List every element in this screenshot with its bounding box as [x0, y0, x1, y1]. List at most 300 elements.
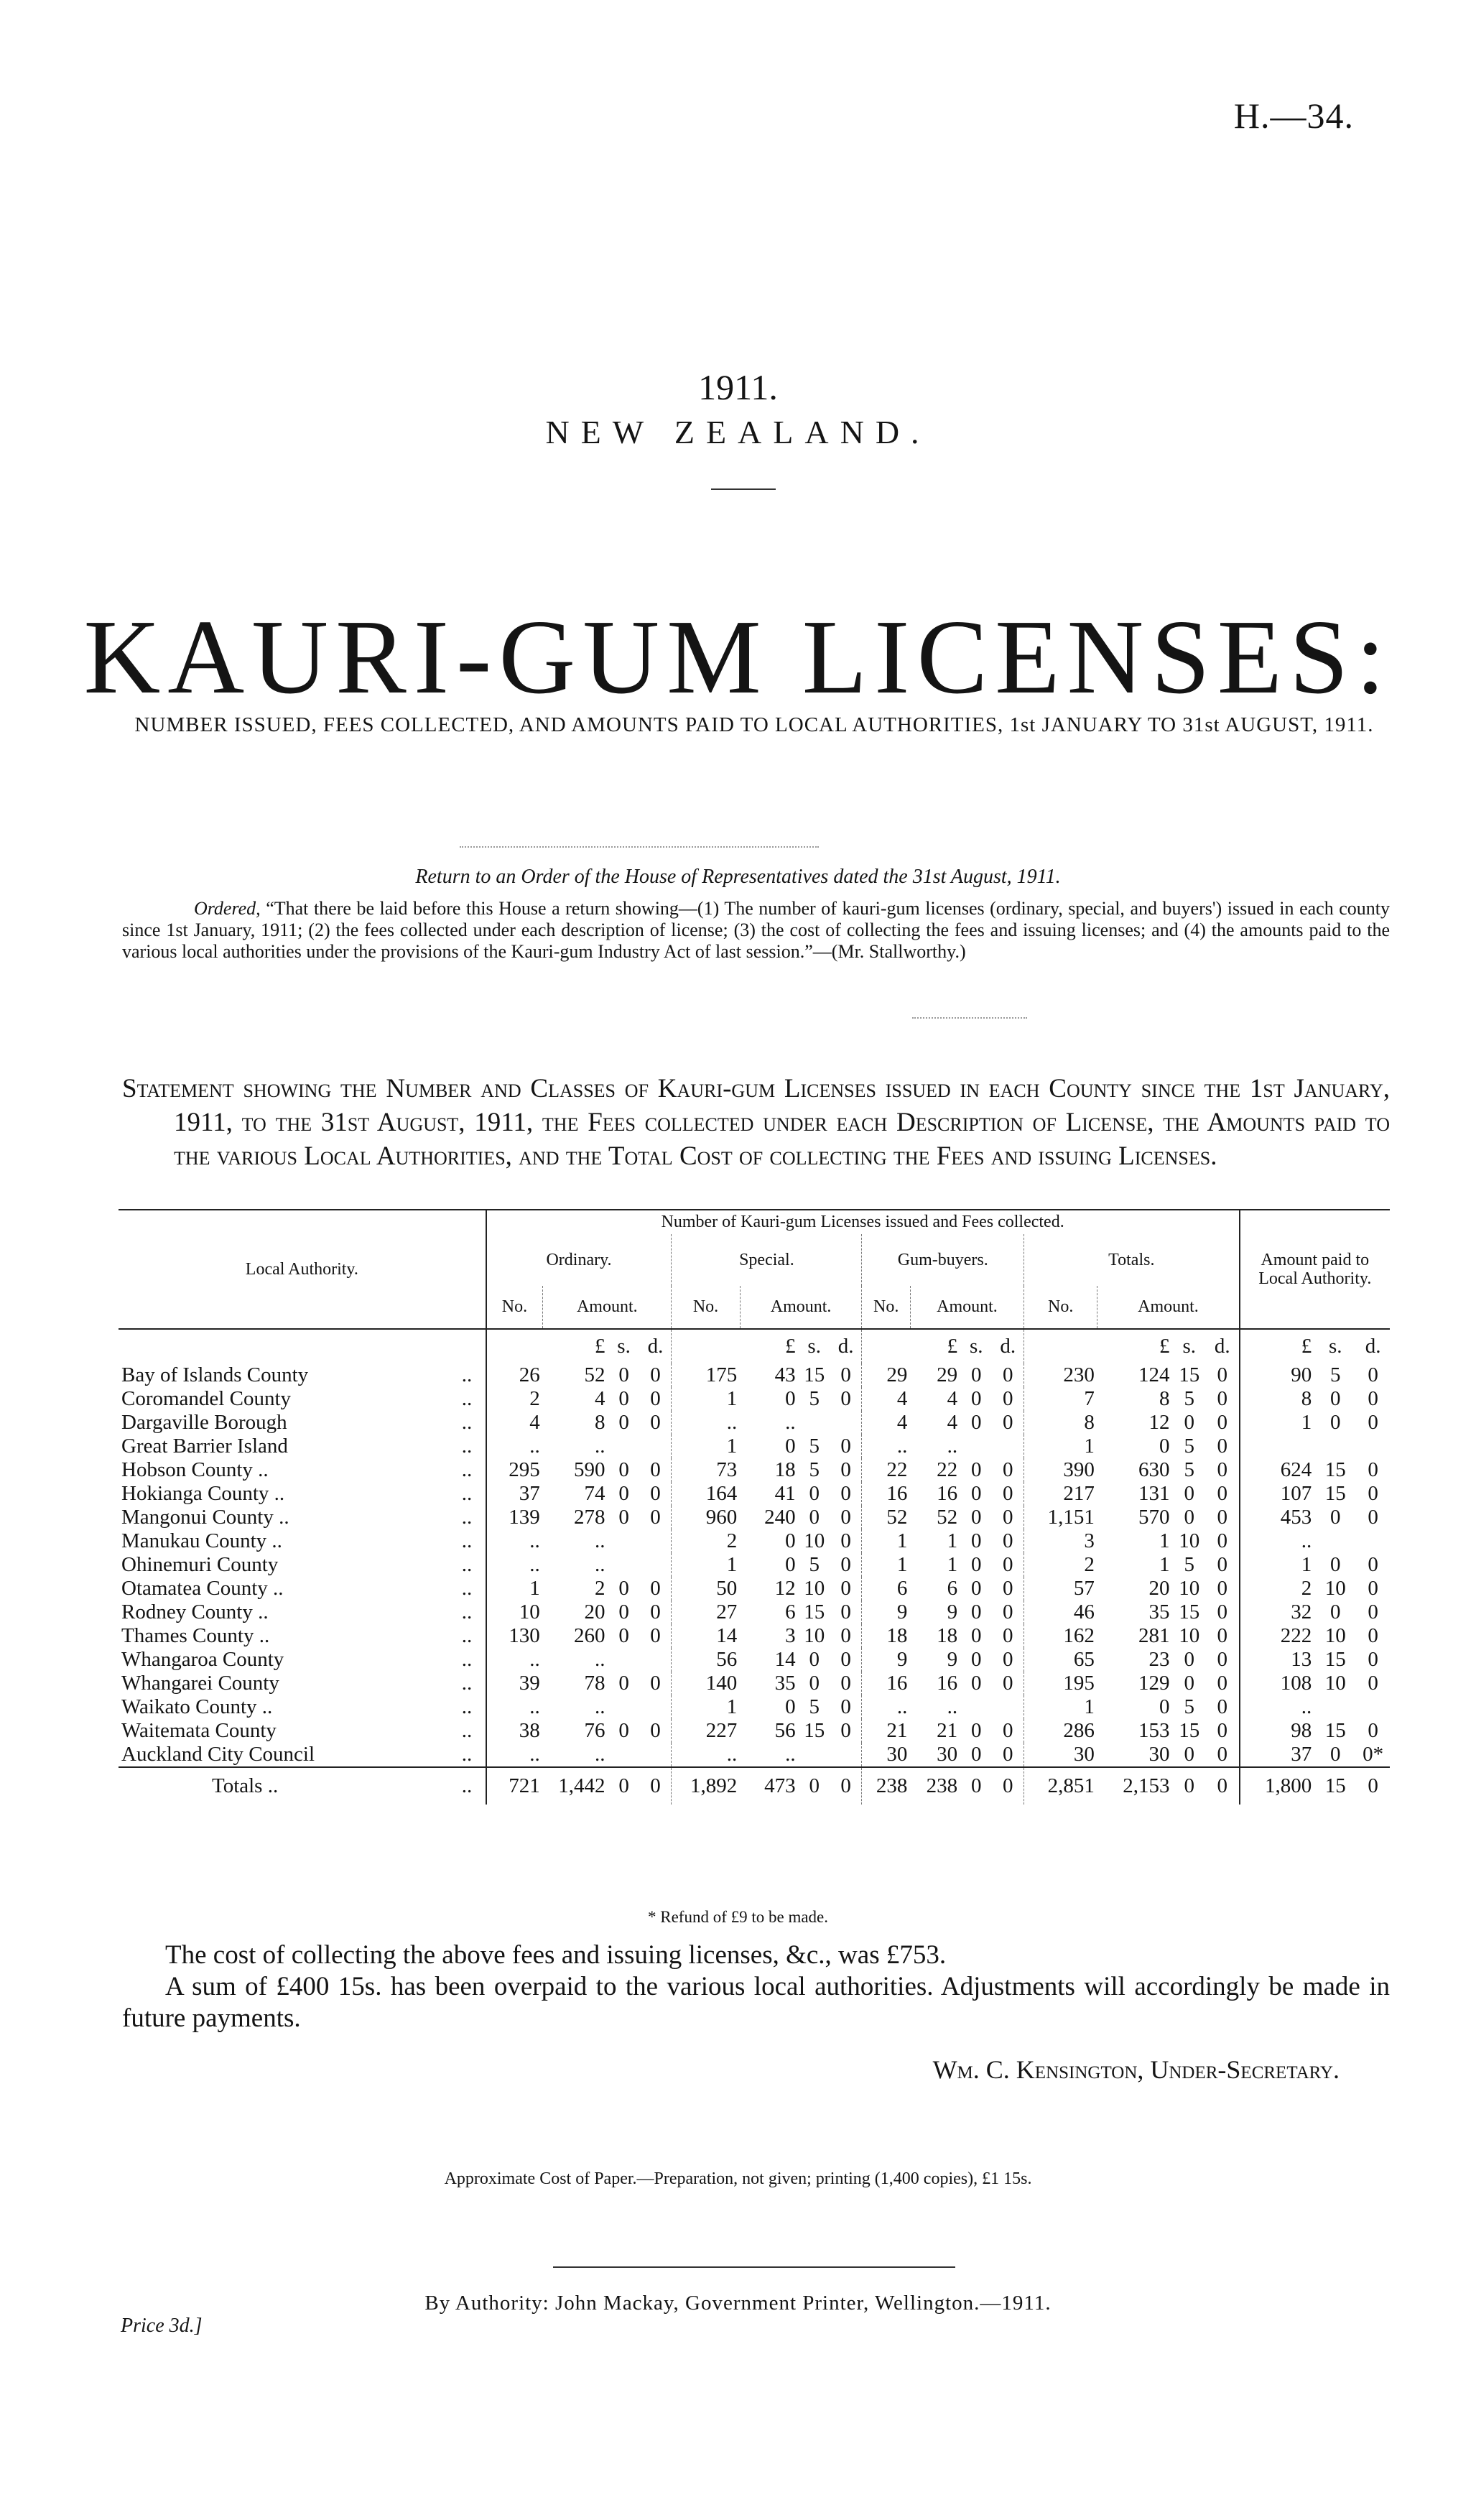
cell-ord-l: 20: [584, 1601, 605, 1623]
cell-spe-s: 5: [809, 1695, 820, 1718]
cell-gum-s: 0: [971, 1719, 982, 1742]
cell-tot-l: 12: [1148, 1411, 1170, 1434]
cell-tot-no: 2,851: [1024, 1767, 1097, 1805]
currency-pounds: £: [594, 1335, 605, 1358]
cell-tot-no: 195: [1024, 1672, 1097, 1695]
cell-paid-l: 2: [1240, 1577, 1315, 1601]
cell-spe-s: 5: [809, 1387, 820, 1410]
cell-ord-s: [608, 1553, 639, 1577]
currency-shillings: s.: [807, 1335, 821, 1358]
cell-ord-s: 0: [618, 1363, 629, 1386]
cell-ord-no: 37: [486, 1482, 543, 1506]
table-row: [119, 1529, 1390, 1553]
cell-spe-d: 0: [840, 1577, 851, 1600]
cell-name: Rodney County ..: [121, 1601, 269, 1623]
cell-spe-no: 50: [672, 1577, 740, 1601]
cell-name: Mangonui County ..: [121, 1506, 289, 1529]
currency-pounds: £: [1159, 1335, 1170, 1358]
cell-paid-l: 37: [1240, 1743, 1315, 1767]
cell-ord-l: 78: [584, 1672, 605, 1695]
ordered-text: “That there be laid before this House a return showing—(1) The number of kauri-gum licenses (ordinary, special, and buyers') issued in each county since 1st January, 1911; (2) the fees collected under each description of license; (3) the cost of collecting the fees and issuing licenses; and (4) the amounts paid to the various local authorities under the provisions of the Kauri-gum Industry Act of last session.”—(Mr. Stallworthy.): [122, 898, 1390, 962]
cell-ord-d: 0: [650, 1624, 661, 1647]
cell-spe-l: 41: [774, 1482, 796, 1505]
cell-ord-l: 1,442: [558, 1774, 605, 1797]
cell-ord-s: 0: [618, 1719, 629, 1742]
cell-spe-l: 18: [774, 1458, 796, 1481]
cell-ord-no: ..: [486, 1435, 543, 1458]
cell-tot-s: 10: [1179, 1624, 1200, 1647]
cell-ord-s: 0: [618, 1774, 629, 1797]
cell-tot-no: 1: [1024, 1695, 1097, 1719]
cell-dots: ..: [461, 1743, 473, 1766]
closing-paragraphs: [122, 1940, 1390, 2034]
cell-name: Hobson County ..: [121, 1458, 269, 1481]
cell-tot-no: 286: [1024, 1719, 1097, 1743]
cell-spe-d: 0: [840, 1363, 851, 1386]
cell-gum-d: 0: [1002, 1529, 1013, 1552]
cell-spe-no: 164: [672, 1482, 740, 1506]
paper-cost: Approximate Cost of Paper.—Preparation, not given; printing (1,400 copies), £1 15s.: [444, 2169, 1032, 2188]
cell-dots: ..: [461, 1672, 473, 1695]
cell-gum-no: 6: [862, 1577, 910, 1601]
totals-row: [119, 1767, 1390, 1805]
cell-gum-s: 0: [971, 1529, 982, 1552]
cell-spe-l: 56: [774, 1719, 796, 1742]
cell-ord-no: 1: [486, 1577, 543, 1601]
sub-no: No.: [672, 1286, 740, 1329]
cell-tot-s: 15: [1179, 1363, 1200, 1386]
cell-tot-l: 8: [1159, 1387, 1170, 1410]
cell-ord-l: ..: [594, 1435, 605, 1458]
table-row: [119, 1506, 1390, 1529]
sub-amount: Amount.: [740, 1286, 862, 1329]
cell-gum-s: 0: [971, 1774, 982, 1797]
cell-tot-d: 0: [1217, 1529, 1228, 1552]
cell-paid-s: 5: [1330, 1363, 1341, 1386]
col-amount-paid: Amount paid to Local Authority.: [1240, 1210, 1390, 1329]
cell-dots: ..: [461, 1601, 473, 1623]
cell-dots: ..: [461, 1774, 473, 1797]
table-row: [119, 1648, 1390, 1672]
cell-tot-l: 129: [1138, 1672, 1170, 1695]
cell-ord-no: 139: [486, 1506, 543, 1529]
cell-gum-s: 0: [971, 1672, 982, 1695]
cell-tot-d: 0: [1217, 1506, 1228, 1529]
cell-ord-no: 26: [486, 1363, 543, 1387]
cell-paid-l: 32: [1240, 1601, 1315, 1624]
cell-ord-d: [640, 1435, 672, 1458]
table-row: [119, 1387, 1390, 1411]
cell-ord-l: 4: [594, 1387, 605, 1410]
cell-tot-s: 15: [1179, 1719, 1200, 1742]
cell-ord-d: 0: [650, 1482, 661, 1505]
cell-gum-l: 1: [947, 1553, 958, 1576]
cell-dots: ..: [461, 1648, 473, 1671]
table-row: [119, 1482, 1390, 1506]
cell-gum-s: 0: [971, 1553, 982, 1576]
cell-ord-s: [608, 1743, 639, 1767]
cell-gum-s: 0: [971, 1601, 982, 1623]
sub-amount: Amount.: [910, 1286, 1024, 1329]
cell-tot-d: 0: [1217, 1387, 1228, 1410]
table-row: [119, 1601, 1390, 1624]
cell-tot-l: 2,153: [1123, 1774, 1170, 1797]
cell-spe-no: 227: [672, 1719, 740, 1743]
cell-ord-s: [608, 1529, 639, 1553]
signature: Wm. C. Kensington, Under-Secretary.: [932, 2055, 1340, 2084]
cell-ord-s: [608, 1435, 639, 1458]
cell-dots: ..: [461, 1411, 473, 1434]
group-gum-buyers: Gum-buyers.: [862, 1234, 1024, 1286]
cell-spe-d: 0: [840, 1648, 851, 1671]
cell-ord-l: 8: [594, 1411, 605, 1434]
cell-gum-s: 0: [971, 1743, 982, 1766]
cell-tot-no: 1: [1024, 1435, 1097, 1458]
cell-spe-s: 15: [804, 1363, 825, 1386]
table-row: [119, 1553, 1390, 1577]
cell-spe-no: 960: [672, 1506, 740, 1529]
cell-gum-s: 0: [971, 1506, 982, 1529]
cell-paid-d: 0: [1368, 1672, 1378, 1695]
cell-gum-no: 9: [862, 1601, 910, 1624]
cell-tot-d: 0: [1217, 1695, 1228, 1718]
cell-gum-no: 9: [862, 1648, 910, 1672]
statement-text: Statement showing the Number and Classes of Kauri-gum Licenses issued in each County since the 1st January, 1911, to the 31st August, 1911, the Fees collected under each Description of License, the Amounts paid to the various Local Authorities, and the Total Cost of collecting the Fees and issuing Licenses.: [122, 1074, 1390, 1171]
cell-ord-l: ..: [594, 1743, 605, 1766]
cell-paid-s: 10: [1324, 1624, 1346, 1647]
cell-dots: ..: [461, 1458, 473, 1481]
currency-pence: d.: [1214, 1335, 1230, 1358]
cell-gum-l: 30: [937, 1743, 958, 1766]
cell-ord-s: 0: [618, 1458, 629, 1481]
cell-paid-l: ..: [1240, 1695, 1315, 1719]
cell-name: Whangaroa County: [121, 1648, 284, 1671]
cell-spe-no: 1: [672, 1387, 740, 1411]
cell-spe-no: 27: [672, 1601, 740, 1624]
cell-tot-d: 0: [1217, 1458, 1228, 1481]
cell-paid-s: 15: [1324, 1648, 1346, 1671]
cell-ord-s: 0: [618, 1577, 629, 1600]
cell-ord-d: [640, 1695, 672, 1719]
cell-paid-s: [1314, 1695, 1356, 1719]
cell-spe-s: 15: [804, 1719, 825, 1742]
page-subtitle: NUMBER ISSUED, FEES COLLECTED, AND AMOUNTS PAID TO LOCAL AUTHORITIES, 1st JANUARY TO 31st AUGUST, 1911.: [134, 713, 1374, 736]
cell-paid-l: 222: [1240, 1624, 1315, 1648]
cell-gum-d: [992, 1695, 1024, 1719]
cell-tot-d: 0: [1217, 1363, 1228, 1386]
cell-gum-l: ..: [947, 1435, 958, 1458]
table-body: [119, 1363, 1390, 1767]
cell-tot-d: 0: [1217, 1672, 1228, 1695]
cell-ord-s: [608, 1695, 639, 1719]
cell-spe-d: 0: [840, 1624, 851, 1647]
cell-spe-s: 10: [804, 1529, 825, 1552]
cell-ord-no: ..: [486, 1695, 543, 1719]
cell-tot-s: 0: [1184, 1672, 1195, 1695]
cell-ord-d: 0: [650, 1601, 661, 1623]
cell-tot-no: 217: [1024, 1482, 1097, 1506]
table-row: [119, 1743, 1390, 1767]
cell-spe-no: 1,892: [672, 1767, 740, 1805]
cell-spe-d: 0: [840, 1387, 851, 1410]
cell-ord-l: 52: [584, 1363, 605, 1386]
cell-gum-l: 16: [937, 1482, 958, 1505]
cell-paid-l: 624: [1240, 1458, 1315, 1482]
cell-paid-l: 13: [1240, 1648, 1315, 1672]
cell-paid-s: 0: [1330, 1601, 1341, 1623]
cell-ord-s: 0: [618, 1482, 629, 1505]
cell-gum-no: 22: [862, 1458, 910, 1482]
cell-gum-no: 16: [862, 1482, 910, 1506]
table-row: [119, 1719, 1390, 1743]
cell-gum-no: 30: [862, 1743, 910, 1767]
licenses-table: [119, 1209, 1390, 1805]
cell-name: Waitemata County: [121, 1719, 277, 1742]
cell-tot-d: 0: [1217, 1577, 1228, 1600]
cell-spe-s: [799, 1411, 830, 1435]
cell-spe-l: 3: [785, 1624, 796, 1647]
licenses-table-wrapper: [119, 1209, 1390, 1805]
cell-name: Hokianga County ..: [121, 1482, 285, 1505]
cell-paid-d: 0: [1368, 1719, 1378, 1742]
group-totals: Totals.: [1024, 1234, 1240, 1286]
cell-ord-l: ..: [594, 1529, 605, 1552]
cell-spe-l: 0: [785, 1529, 796, 1552]
cell-tot-l: 20: [1148, 1577, 1170, 1600]
cell-tot-s: 0: [1184, 1774, 1195, 1797]
cell-tot-no: 2: [1024, 1553, 1097, 1577]
cell-paid-s: 0: [1330, 1411, 1341, 1434]
cell-spe-no: 2: [672, 1529, 740, 1553]
cell-spe-no: 1: [672, 1553, 740, 1577]
cell-dots: ..: [461, 1363, 473, 1386]
currency-pounds: £: [947, 1335, 958, 1358]
cell-gum-l: 18: [937, 1624, 958, 1647]
cell-name: Great Barrier Island: [121, 1435, 288, 1458]
cell-tot-d: 0: [1217, 1743, 1228, 1766]
cell-tot-d: 0: [1217, 1553, 1228, 1576]
cell-gum-l: 6: [947, 1577, 958, 1600]
cell-ord-s: 0: [618, 1601, 629, 1623]
cell-gum-d: 0: [1002, 1458, 1013, 1481]
cell-dots: ..: [461, 1506, 473, 1529]
cell-gum-no: 4: [862, 1411, 910, 1435]
cell-spe-no: 1: [672, 1435, 740, 1458]
cell-ord-d: 0: [650, 1387, 661, 1410]
cell-gum-s: 0: [971, 1624, 982, 1647]
country-heading: NEW ZEALAND.: [545, 414, 931, 450]
cell-ord-l: 590: [573, 1458, 605, 1481]
cell-tot-s: 0: [1184, 1411, 1195, 1434]
cell-gum-l: 29: [937, 1363, 958, 1386]
group-ordinary: Ordinary.: [486, 1234, 672, 1286]
cell-gum-s: 0: [971, 1363, 982, 1386]
cell-paid-d: [1356, 1695, 1390, 1719]
cell-paid-d: 0: [1368, 1387, 1378, 1410]
table-footnote: * Refund of £9 to be made.: [647, 1908, 829, 1926]
currency-shillings: s.: [617, 1335, 631, 1358]
cell-paid-s: 0: [1330, 1743, 1341, 1766]
cell-tot-d: 0: [1217, 1482, 1228, 1505]
cell-gum-d: 0: [1002, 1648, 1013, 1671]
currency-pence: d.: [1365, 1335, 1381, 1358]
cell-paid-d: 0: [1368, 1553, 1378, 1576]
cell-tot-d: 0: [1217, 1774, 1228, 1797]
cell-gum-d: 0: [1002, 1624, 1013, 1647]
cell-tot-s: 5: [1184, 1553, 1195, 1576]
cell-tot-l: 131: [1138, 1482, 1170, 1505]
cell-tot-d: 0: [1217, 1624, 1228, 1647]
cell-dots: ..: [461, 1529, 473, 1552]
cell-spe-l: 6: [785, 1601, 796, 1623]
cell-spe-s: 0: [809, 1648, 820, 1671]
cell-ord-no: ..: [486, 1743, 543, 1767]
table-row: [119, 1411, 1390, 1435]
sub-no: No.: [1024, 1286, 1097, 1329]
cell-ord-d: 0: [650, 1774, 661, 1797]
cell-gum-l: ..: [947, 1695, 958, 1718]
year-heading: 1911.: [698, 367, 778, 407]
cell-paid-s: 15: [1324, 1458, 1346, 1481]
cell-gum-no: ..: [862, 1695, 910, 1719]
cell-spe-l: 473: [764, 1774, 796, 1797]
cell-paid-s: 15: [1324, 1774, 1346, 1797]
cell-tot-no: 8: [1024, 1411, 1097, 1435]
cell-ord-l: ..: [594, 1553, 605, 1576]
cell-ord-l: ..: [594, 1648, 605, 1671]
table-row: [119, 1695, 1390, 1719]
cell-name: Waikato County ..: [121, 1695, 273, 1718]
cell-paid-l: 1: [1240, 1553, 1315, 1577]
cell-tot-l: 153: [1138, 1719, 1170, 1742]
cell-name: Manukau County ..: [121, 1529, 282, 1552]
cell-gum-no: ..: [862, 1435, 910, 1458]
cell-spe-no: 56: [672, 1648, 740, 1672]
table-header-row: [119, 1210, 1390, 1234]
cell-tot-s: 10: [1179, 1577, 1200, 1600]
cell-spe-d: 0: [840, 1435, 851, 1458]
cell-spe-l: ..: [785, 1743, 796, 1766]
cell-tot-no: 3: [1024, 1529, 1097, 1553]
cell-tot-no: 230: [1024, 1363, 1097, 1387]
cell-gum-d: 0: [1002, 1506, 1013, 1529]
cell-paid-d: 0: [1368, 1648, 1378, 1671]
cell-paid-d: 0: [1368, 1458, 1378, 1481]
document-reference: H.—34.: [1233, 96, 1354, 136]
cell-paid-l: 98: [1240, 1719, 1315, 1743]
currency-shillings: s.: [1182, 1335, 1197, 1358]
cell-paid-s: 10: [1324, 1577, 1346, 1600]
cell-spe-d: 0: [840, 1529, 851, 1552]
page-title: KAURI-GUM LICENSES:: [83, 598, 1393, 716]
cell-name: Ohinemuri County: [121, 1553, 279, 1576]
cell-gum-d: 0: [1002, 1719, 1013, 1742]
cell-spe-no: 175: [672, 1363, 740, 1387]
cell-paid-s: 15: [1324, 1719, 1346, 1742]
cell-spe-d: [830, 1411, 862, 1435]
currency-pence: d.: [837, 1335, 854, 1358]
cell-gum-d: 0: [1002, 1411, 1013, 1434]
cell-ord-l: ..: [594, 1695, 605, 1718]
cell-dots: ..: [461, 1695, 473, 1718]
cell-tot-d: 0: [1217, 1601, 1228, 1623]
table-row: [119, 1672, 1390, 1695]
cell-gum-no: 1: [862, 1553, 910, 1577]
cell-ord-no: 4: [486, 1411, 543, 1435]
cell-ord-d: [640, 1743, 672, 1767]
cell-gum-no: 238: [862, 1767, 910, 1805]
cell-gum-s: 0: [971, 1387, 982, 1410]
cell-gum-l: 4: [947, 1411, 958, 1434]
cell-spe-l: 0: [785, 1553, 796, 1576]
group-special: Special.: [672, 1234, 862, 1286]
cell-gum-l: 21: [937, 1719, 958, 1742]
cell-spe-d: 0: [840, 1553, 851, 1576]
cell-ord-l: 2: [594, 1577, 605, 1600]
currency-pounds: £: [1240, 1329, 1315, 1363]
cell-ord-d: [640, 1529, 672, 1553]
cell-ord-no: ..: [486, 1648, 543, 1672]
cell-ord-no: 10: [486, 1601, 543, 1624]
divider: [553, 2266, 955, 2268]
cell-tot-l: 30: [1148, 1743, 1170, 1766]
cost-statement: The cost of collecting the above fees and issuing licenses, &c., was £753.: [165, 1940, 947, 1970]
table-totals: [119, 1767, 1390, 1805]
cell-spe-d: 0: [840, 1672, 851, 1695]
cell-spe-l: ..: [785, 1411, 796, 1434]
cell-gum-d: [992, 1435, 1024, 1458]
cell-ord-d: 0: [650, 1672, 661, 1695]
cell-gum-l: 9: [947, 1648, 958, 1671]
cell-tot-s: 0: [1184, 1743, 1195, 1766]
col-local-authority: Local Authority.: [245, 1259, 358, 1279]
table-row: [119, 1624, 1390, 1648]
cell-tot-no: 65: [1024, 1648, 1097, 1672]
cell-paid-s: 0: [1330, 1387, 1341, 1410]
cell-gum-no: 29: [862, 1363, 910, 1387]
cell-ord-s: 0: [618, 1672, 629, 1695]
cell-paid-l: 1,800: [1240, 1767, 1315, 1805]
cell-tot-l: 0: [1159, 1435, 1170, 1458]
cell-name: Bay of Islands County: [121, 1363, 309, 1386]
cell-spe-s: 15: [804, 1601, 825, 1623]
cell-name: Thames County ..: [121, 1624, 270, 1647]
cell-ord-no: 39: [486, 1672, 543, 1695]
cell-tot-s: 0: [1184, 1648, 1195, 1671]
cell-tot-s: 15: [1179, 1601, 1200, 1623]
cell-spe-d: [830, 1743, 862, 1767]
cell-paid-l: 107: [1240, 1482, 1315, 1506]
cell-paid-l: 8: [1240, 1387, 1315, 1411]
cell-gum-l: 22: [937, 1458, 958, 1481]
cell-ord-no: 721: [486, 1767, 543, 1805]
cell-ord-s: 0: [618, 1506, 629, 1529]
cell-tot-s: 5: [1184, 1387, 1195, 1410]
cell-ord-d: 0: [650, 1506, 661, 1529]
cell-dots: ..: [461, 1387, 473, 1410]
cell-ord-l: 260: [573, 1624, 605, 1647]
cell-spe-no: ..: [672, 1743, 740, 1767]
cell-spe-l: 0: [785, 1387, 796, 1410]
cell-ord-no: 38: [486, 1719, 543, 1743]
cell-ord-s: [608, 1648, 639, 1672]
cell-dots: ..: [461, 1435, 473, 1458]
cell-spe-d: 0: [840, 1601, 851, 1623]
cell-name: Auckland City Council: [121, 1743, 315, 1766]
cell-gum-d: 0: [1002, 1553, 1013, 1576]
cell-paid-d: 0: [1368, 1482, 1378, 1505]
cell-ord-l: 74: [584, 1482, 605, 1505]
